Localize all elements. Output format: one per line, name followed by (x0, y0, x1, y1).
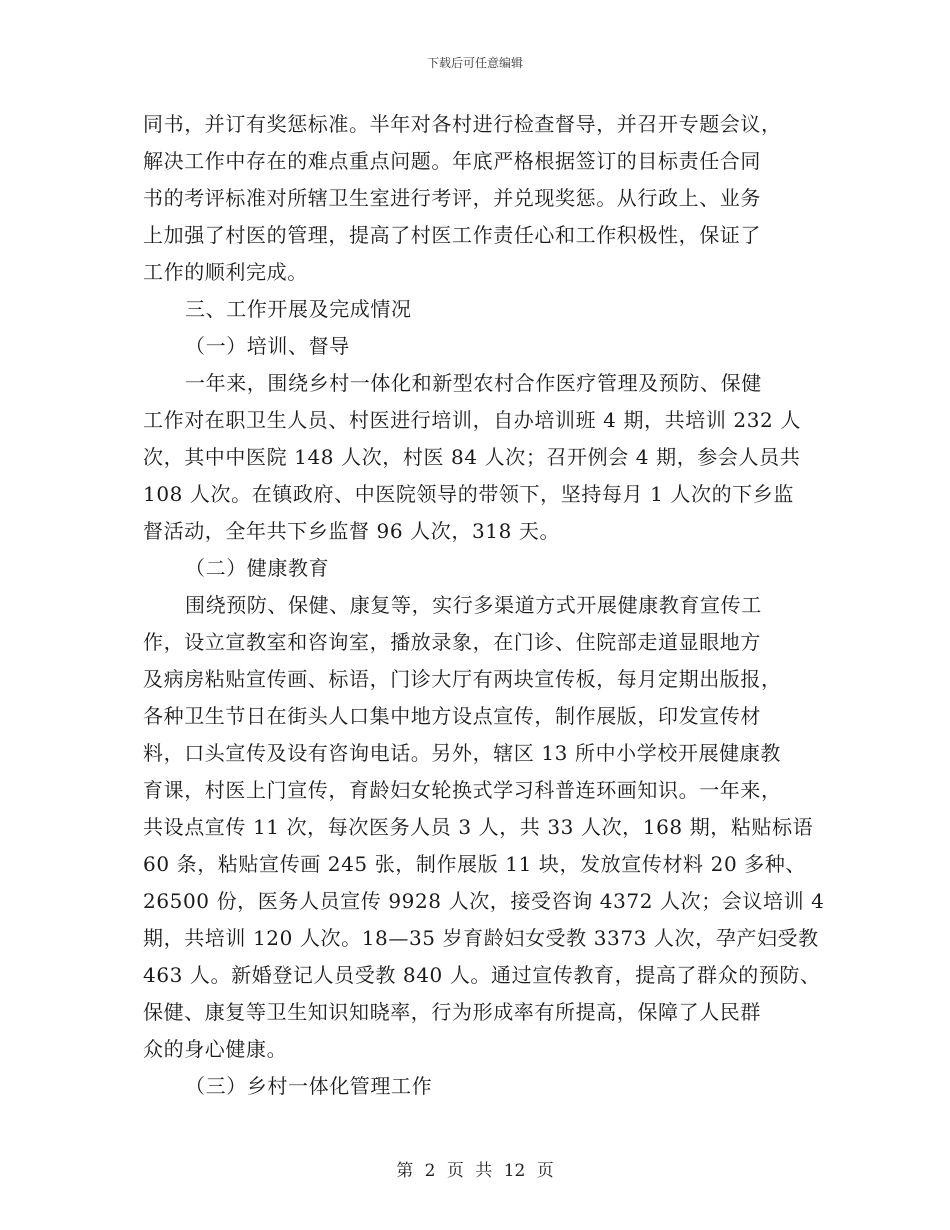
text-line: 共设点宣传 11 次，每次医务人员 3 人，共 33 人次，168 期，粘贴标语 (143, 815, 814, 839)
page-footer: 第 2 页 共 12 页 (396, 1161, 554, 1181)
text-line: （三）乡村一体化管理工作 (185, 1074, 433, 1098)
text-line: 期，共培训 120 人次。18—35 岁育龄妇女受教 3373 人次，孕产妇受教 (143, 926, 819, 950)
text-line: （一）培训、督导 (185, 334, 350, 358)
text-line: 保健、康复等卫生知识知晓率，行为形成率有所提高，保障了人民群 (143, 1000, 761, 1024)
document-body (143, 106, 825, 1105)
text-line: 同书，并订有奖惩标准。半年对各村进行检查督导，并召开专题会议， (143, 112, 782, 136)
text-line: 作，设立宣教室和咨询室，播放录象，在门诊、住院部走道显眼地方 (143, 630, 761, 654)
text-line: 一年来，围绕乡村一体化和新型农村合作医疗管理及预防、保健 (185, 371, 762, 395)
text-line: 三、工作开展及完成情况 (185, 297, 412, 321)
page-header: 下载后可任意编辑 (426, 56, 523, 70)
text-line: 工作对在职卫生人员、村医进行培训，自办培训班 4 期，共培训 232 人 (143, 408, 801, 432)
text-line: 次，其中中医院 148 人次，村医 84 人次；召开例会 4 期，参会人员共 (143, 445, 801, 469)
text-line: 工作的顺利完成。 (143, 260, 308, 284)
text-line: 督活动，全年共下乡监督 96 人次，318 天。 (143, 519, 561, 543)
text-line: 解决工作中存在的难点重点问题。年底严格根据签订的目标责任合同 (143, 149, 761, 173)
text-line: 书的考评标准对所辖卫生室进行考评，并兑现奖惩。从行政上、业务 (143, 186, 761, 210)
text-line: （二）健康教育 (185, 556, 330, 580)
text-line: 26500 份，医务人员宣传 9928 人次，接受咨询 4372 人次；会议培训 4 (143, 889, 825, 913)
text-line: 围绕预防、保健、康复等，实行多渠道方式开展健康教育宣传工 (185, 593, 762, 617)
text-line: 463 人。新婚登记人员受教 840 人。通过宣传教育，提高了群众的预防、 (143, 963, 821, 987)
text-line: 上加强了村医的管理，提高了村医工作责任心和工作积极性，保证了 (143, 223, 761, 247)
text-line: 众的身心健康。 (143, 1037, 288, 1061)
text-line: 料，口头宣传及设有咨询电话。另外，辖区 13 所中小学校开展健康教 (143, 741, 781, 765)
text-line: 育课，村医上门宣传，育龄妇女轮换式学习科普连环画知识。一年来， (143, 778, 782, 802)
text-line: 108 人次。在镇政府、中医院领导的带领下，坚持每月 1 人次的下乡监 (143, 482, 794, 506)
text-line: 及病房粘贴宣传画、标语，门诊大厅有两块宣传板，每月定期出版报， (143, 667, 782, 691)
text-line: 各种卫生节日在街头人口集中地方设点宣传，制作展版，印发宣传材 (143, 704, 761, 728)
text-line: 60 条，粘贴宣传画 245 张，制作展版 11 块，发放宣传材料 20 多种、 (143, 852, 807, 876)
